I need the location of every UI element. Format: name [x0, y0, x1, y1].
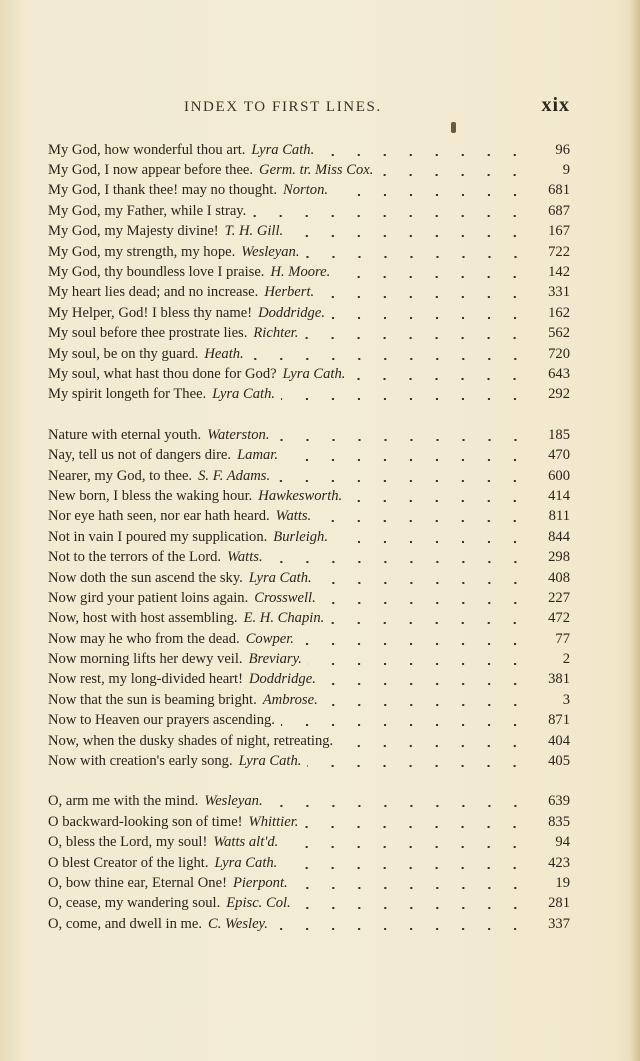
hymn-number: 404	[548, 732, 570, 749]
hymn-number: 19	[555, 874, 570, 891]
index-entry	[48, 181, 570, 201]
author-name: E. H. Chapin.	[243, 610, 325, 627]
first-line-text: My God, thy boundless love I praise.	[48, 264, 265, 281]
dot-leader	[284, 459, 528, 461]
author-name: Watts alt'd.	[213, 834, 279, 851]
author-name: Lyra Cath.	[238, 753, 302, 770]
index-group	[48, 140, 570, 405]
index-entry	[48, 486, 570, 506]
dot-leader	[297, 907, 528, 909]
first-line-text: Now gird your patient loins again.	[48, 589, 249, 606]
index-entry	[48, 262, 570, 282]
dot-leader	[289, 235, 528, 237]
first-line-text: Nature with eternal youth.	[48, 426, 202, 443]
author-name: Waterston.	[207, 426, 270, 443]
index-entry	[48, 507, 570, 527]
author-name: Lyra Cath.	[248, 569, 312, 586]
author-name: Whittier.	[248, 813, 299, 830]
index-entry	[48, 160, 570, 180]
hymn-number: 227	[548, 589, 570, 606]
dot-leader	[269, 561, 528, 563]
author-name: Crosswell.	[254, 589, 316, 606]
first-line-text: My spirit longeth for Thee.	[48, 386, 207, 403]
index-entry	[48, 853, 570, 873]
hymn-number: 405	[548, 753, 570, 770]
dot-leader	[250, 358, 528, 360]
dot-leader	[306, 256, 528, 258]
dot-leader	[318, 582, 528, 584]
hymn-number: 167	[548, 223, 570, 240]
first-line-text: My God, my Majesty divine!	[48, 223, 219, 240]
author-name: Germ. tr. Miss Cox.	[259, 162, 374, 179]
dot-leader	[336, 276, 528, 278]
dot-leader	[276, 480, 528, 482]
first-line-text: New born, I bless the waking hour.	[48, 487, 253, 504]
first-line-text: Now doth the sun ascend the sky.	[48, 569, 243, 586]
index-entry	[48, 242, 570, 262]
dot-leader	[274, 928, 528, 930]
index-entry	[48, 833, 570, 853]
author-name: Doddridge.	[248, 671, 316, 688]
group-separator	[48, 405, 570, 425]
author-name: C. Wesley.	[208, 915, 268, 932]
first-line-text: Now to Heaven our prayers ascending.	[48, 712, 275, 729]
hymn-number: 871	[548, 712, 570, 729]
first-line-text: My God, my Father, while I stray.	[48, 202, 247, 219]
author-name: Lyra Cath.	[282, 365, 346, 382]
index-entry	[48, 445, 570, 465]
index-entry	[48, 690, 570, 710]
hymn-number: 331	[548, 284, 570, 301]
dot-leader	[281, 398, 528, 400]
first-line-text: Nay, tell us not of dangers dire.	[48, 447, 232, 464]
dot-leader	[307, 765, 528, 767]
index-entry	[48, 385, 570, 405]
hymn-number: 562	[548, 325, 570, 342]
hymn-number: 77	[555, 630, 570, 647]
hymn-number: 643	[548, 365, 570, 382]
index-entry	[48, 649, 570, 669]
index-entry	[48, 873, 570, 893]
hymn-number: 337	[548, 915, 570, 932]
first-line-text: Now that the sun is beaming bright.	[48, 691, 257, 708]
first-line-text: Now morning lifts her dewy veil.	[48, 651, 243, 668]
hymn-number: 720	[548, 345, 570, 362]
author-name: Heath.	[204, 345, 244, 362]
dot-leader	[281, 724, 528, 726]
dot-leader	[304, 337, 528, 339]
first-line-text: Not to the terrors of the Lord.	[48, 549, 222, 566]
index-entry	[48, 201, 570, 221]
hymn-number: 472	[548, 610, 570, 627]
index-entry	[48, 324, 570, 344]
hymn-number: 94	[555, 834, 570, 851]
dot-leader	[322, 602, 528, 604]
index-entry	[48, 222, 570, 242]
index-entry	[48, 547, 570, 567]
first-line-text: My God, my strength, my hope.	[48, 243, 236, 260]
hymn-number: 142	[548, 264, 570, 281]
first-line-text: My God, how wonderful thou art.	[48, 141, 246, 158]
index-entry	[48, 670, 570, 690]
index-entry	[48, 629, 570, 649]
hymn-number: 96	[555, 141, 570, 158]
dot-leader	[294, 887, 528, 889]
index-entry	[48, 283, 570, 303]
group-separator	[48, 772, 570, 792]
author-name: Hawkesworth.	[258, 487, 343, 504]
index-entry	[48, 812, 570, 832]
index-entry	[48, 751, 570, 771]
index-entry	[48, 792, 570, 812]
running-header	[48, 96, 570, 124]
index-entry	[48, 140, 570, 160]
first-line-text: My Helper, God! I bless thy name!	[48, 304, 253, 321]
hymn-number: 281	[548, 895, 570, 912]
dot-leader	[324, 704, 528, 706]
first-line-text: My soul before thee prostrate lies.	[48, 325, 248, 342]
dot-leader	[283, 867, 528, 869]
hymn-number: 185	[548, 426, 570, 443]
author-name: Wesleyan.	[241, 243, 300, 260]
first-line-text: My God, I thank thee! may no thought.	[48, 182, 278, 199]
index-entry	[48, 894, 570, 914]
hymn-number: 292	[548, 386, 570, 403]
page-edge-shadow	[630, 0, 640, 1061]
first-line-text: O, bow thine ear, Eternal One!	[48, 874, 227, 891]
hymn-number: 470	[548, 447, 570, 464]
hymn-number: 600	[548, 467, 570, 484]
hymn-number: 639	[548, 793, 570, 810]
author-name: Lamar.	[237, 447, 279, 464]
index-entry	[48, 914, 570, 934]
first-line-text: Now with creation's early song.	[48, 753, 233, 770]
hymn-number: 162	[548, 304, 570, 321]
index-entry	[48, 711, 570, 731]
first-line-text: O, bless the Lord, my soul!	[48, 834, 208, 851]
first-line-text: O backward-looking son of time!	[48, 813, 243, 830]
hymn-number: 722	[548, 243, 570, 260]
author-name: Richter.	[253, 325, 299, 342]
author-name: Doddridge.	[258, 304, 325, 321]
index-entry	[48, 731, 570, 751]
author-name: Cowper.	[245, 630, 294, 647]
author-name: T. H. Gill.	[224, 223, 284, 240]
author-name: Episc. Col.	[226, 895, 291, 912]
first-line-text: Nor eye hath seen, nor ear hath heard.	[48, 508, 270, 525]
dot-leader	[276, 439, 529, 441]
index-entry	[48, 588, 570, 608]
hymn-number: 414	[548, 487, 570, 504]
hymn-number: 423	[548, 854, 570, 871]
header-page-number: xix	[541, 94, 570, 116]
first-line-text: O, arm me with the mind.	[48, 793, 199, 810]
index-entry	[48, 466, 570, 486]
author-name: Burleigh.	[273, 528, 329, 545]
first-line-text: Now rest, my long-divided heart!	[48, 671, 243, 688]
index-entry	[48, 425, 570, 445]
dot-leader	[308, 663, 528, 665]
dot-leader	[330, 622, 528, 624]
dot-leader	[317, 520, 528, 522]
dot-leader	[300, 643, 528, 645]
author-name: Herbert.	[264, 284, 315, 301]
hymn-number: 408	[548, 569, 570, 586]
first-line-text: Not in vain I poured my supplication.	[48, 528, 268, 545]
dot-leader	[252, 215, 528, 217]
hymn-number: 681	[548, 182, 570, 199]
dot-leader	[320, 296, 528, 298]
first-line-text: O, come, and dwell in me.	[48, 915, 203, 932]
first-line-text: My soul, what hast thou done for God?	[48, 365, 277, 382]
dot-leader	[269, 805, 528, 807]
author-name: Ambrose.	[262, 691, 318, 708]
author-name: Lyra Cath.	[214, 854, 278, 871]
index-entry	[48, 303, 570, 323]
index-group	[48, 425, 570, 772]
first-line-text: My soul, be on thy guard.	[48, 345, 199, 362]
author-name: Norton.	[283, 182, 329, 199]
first-line-text: My God, I now appear before thee.	[48, 162, 254, 179]
dot-leader	[320, 154, 528, 156]
author-name: Watts.	[227, 549, 263, 566]
hymn-number: 2	[562, 651, 570, 668]
hymn-number: 3	[562, 691, 570, 708]
index-entry	[48, 609, 570, 629]
author-name: Lyra Cath.	[212, 386, 276, 403]
author-name: Pierpont.	[232, 874, 288, 891]
ink-speck	[451, 122, 456, 133]
author-name: Wesleyan.	[204, 793, 263, 810]
hymn-number: 844	[548, 528, 570, 545]
index-entry	[48, 344, 570, 364]
index-entry	[48, 568, 570, 588]
dot-leader	[334, 194, 528, 196]
first-line-text: O, cease, my wandering soul.	[48, 895, 221, 912]
index-group	[48, 792, 570, 935]
first-line-text: Now, host with host assembling.	[48, 610, 238, 627]
dot-leader	[331, 317, 528, 319]
hymn-number: 298	[548, 549, 570, 566]
dot-leader	[339, 745, 528, 747]
author-name: Lyra Cath.	[251, 141, 315, 158]
first-lines-index	[48, 140, 570, 934]
index-entry	[48, 527, 570, 547]
author-name: S. F. Adams.	[198, 467, 271, 484]
author-name: Breviary.	[248, 651, 302, 668]
first-line-text: Now, when the dusky shades of night, retreating.	[48, 732, 334, 749]
dot-leader	[348, 500, 528, 502]
first-line-text: O blest Creator of the light.	[48, 854, 209, 871]
dot-leader	[334, 541, 528, 543]
first-line-text: Now may he who from the dead.	[48, 630, 240, 647]
hymn-number: 811	[548, 508, 570, 525]
first-line-text: My heart lies dead; and no increase.	[48, 284, 259, 301]
hymn-number: 9	[562, 162, 570, 179]
hymn-number: 381	[548, 671, 570, 688]
author-name: Watts.	[275, 508, 312, 525]
dot-leader	[284, 846, 528, 848]
dot-leader	[304, 826, 528, 828]
index-entry	[48, 364, 570, 384]
first-line-text: Nearer, my God, to thee.	[48, 467, 193, 484]
dot-leader	[379, 174, 528, 176]
dot-leader	[351, 378, 528, 380]
header-title: INDEX TO FIRST LINES.	[184, 99, 382, 115]
author-name: H. Moore.	[270, 264, 331, 281]
hymn-number: 687	[548, 202, 570, 219]
hymn-number: 835	[548, 813, 570, 830]
dot-leader	[322, 683, 528, 685]
